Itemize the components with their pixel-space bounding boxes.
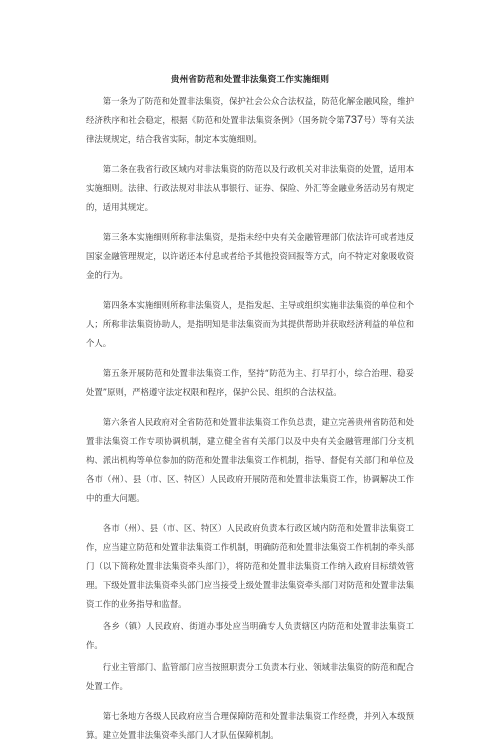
article-1-text-a: 第一条为了防范和处置非法集资，保护社会公众合法权益，防范化解金融风险，维护经济秩序和社会稳定，根据《防范和处置非法集资条例》（国务院令第 [86,96,414,125]
article-1-text-b: 号）等有关法律法规规定，结合我省实际，制定本实施细则。 [86,115,415,144]
article-6-subparagraph-2: 各市（州）、县（市、区、特区）人民政府负责本行政区域内防范和处置非法集资工作，应当建立防范和处置非法集资工作机制，明确防范和处置非法集资工作机制的牵头部门（以下简称处置非法集资牵头部门），将防范和处置非法集资工作纳入政府目标绩效管理。下级处置非法集资牵头部门应当接受上级处置非法集资牵头部门对防范和处置非法集资工作的业务指导和监督。 [86,523,414,609]
article-5-paragraph: 第五条开展防范和处置非法集资工作，坚持“防范为主、打早打小，综合治理、稳妥处置”原则，严格遵守法定权限和程序，保护公民、组织的合法权益。 [86,368,414,397]
article-6-subparagraph-4: 行业主管部门、监管部门应当按照职责分工负责本行业、领域非法集资的防范和配合处置工作。 [86,662,414,691]
article-6-subparagraph-3: 各乡（镇）人民政府、街道办事处应当明确专人负责辖区内防范和处置非法集资工作。 [86,621,414,650]
article-2-paragraph: 第二条在我省行政区域内对非法集资的防范以及行政机关对非法集资的处置，适用本实施细则。法律、行政法规对非法从事银行、证券、保险、外汇等金融业务活动另有规定的，适用其规定。 [86,164,414,212]
document-title: 贵州省防范和处置非法集资工作实施细则 [170,75,330,85]
decree-number: 737 [344,114,364,126]
article-4-paragraph: 第四条本实施细则所称非法集资人，是指发起、主导或组织实施非法集资的单位和个人；所称非法集资协助人，是指明知是非法集资而为其提供帮助并获取经济利益的单位和个人。 [86,300,414,348]
article-7-paragraph: 第七条地方各级人民政府应当合理保障防范和处置非法集资工作经费，并列入本级预算。建立处置非法集资牵头部门人才队伍保障机制。 [86,711,414,740]
article-3-paragraph: 第三条本实施细则所称非法集资，是指未经中央有关金融管理部门依法许可或者违反国家金融管理规定，以许诺还本付息或者给予其他投资回报等方式，向不特定对象吸收资金的行为。 [86,232,414,280]
document-body [86,92,414,745]
article-1-paragraph [86,92,414,149]
article-6-paragraph: 第六条省人民政府对全省防范和处置非法集资工作负总责，建立完善贵州省防范和处置非法集资工作专项协调机制，建立健全省有关部门以及中央有关金融管理部门分支机构、派出机构等单位参加的防范和处置非法集资工作机制，指导、督促有关部门和单位及各市（州）、县（市、区、特区）人民政府开展防范和处置非法集资工作，协调解决工作中的重大问题。 [86,417,414,503]
